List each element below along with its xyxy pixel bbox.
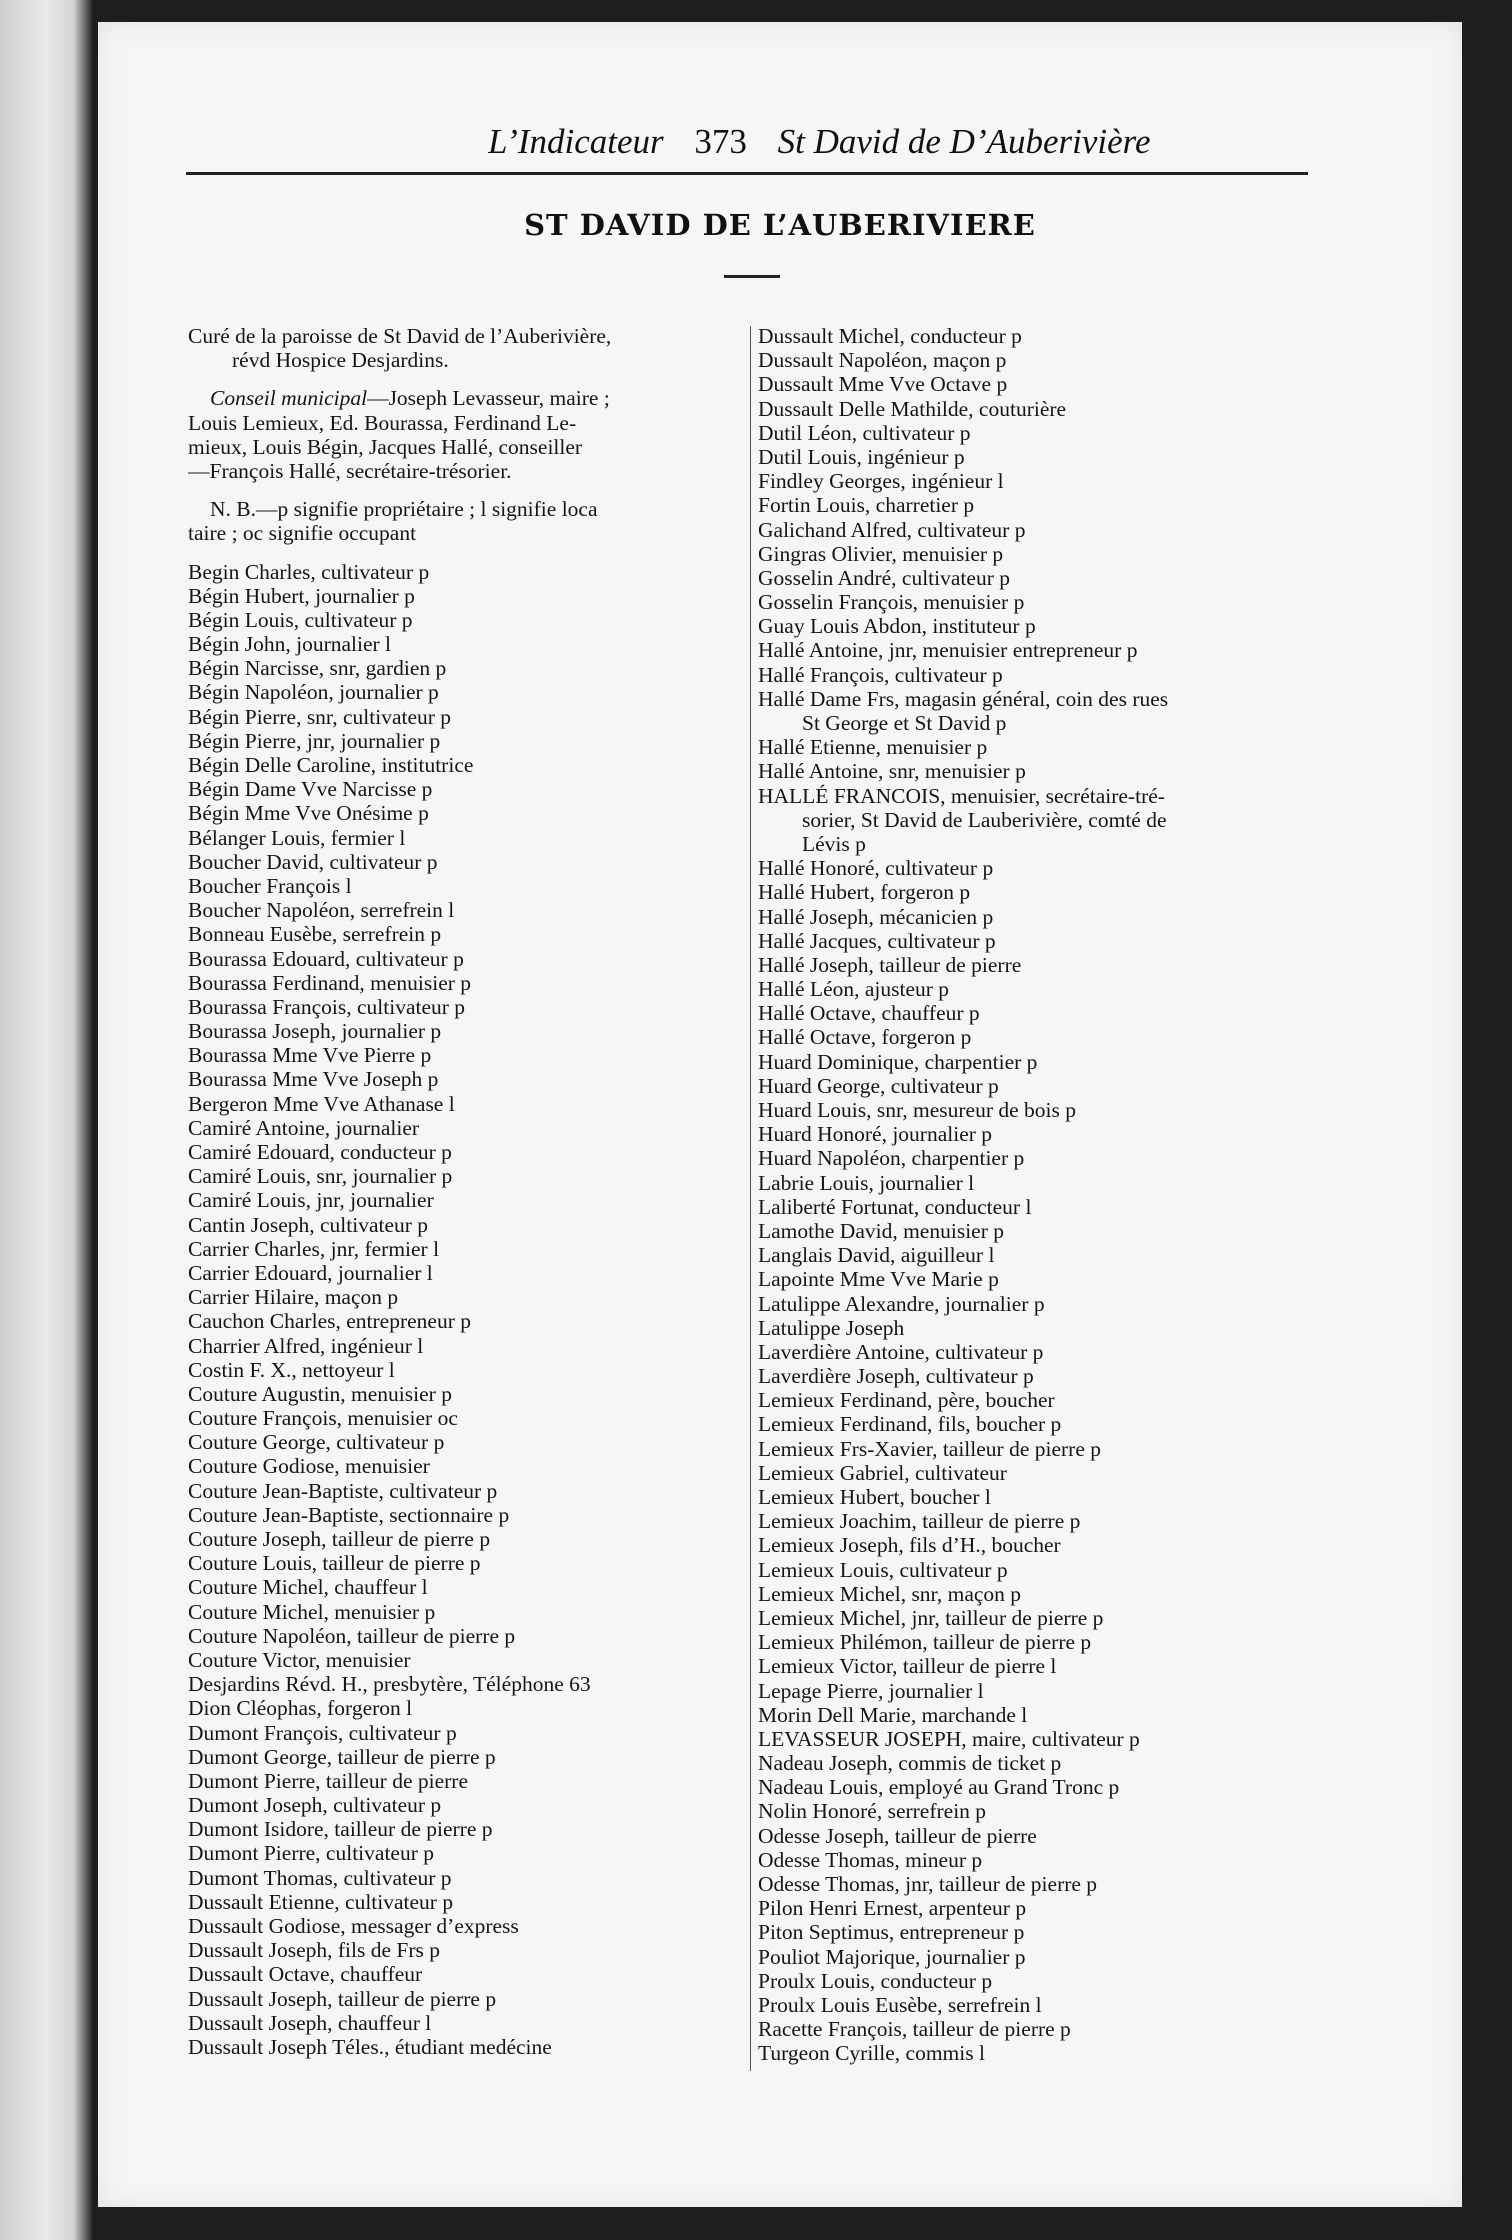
directory-entry: Couture François, menuisier oc — [188, 1406, 458, 1431]
directory-entry: Dussault Napoléon, maçon p — [758, 348, 1007, 373]
directory-entry: Boucher David, cultivateur p — [188, 849, 438, 874]
directory-entry: Dutil Léon, cultivateur p — [758, 420, 971, 445]
directory-entry: Hallé Antoine, snr, menuisier p — [758, 759, 1026, 784]
directory-entry: Couture Louis, tailleur de pierre p — [188, 1551, 481, 1576]
directory-entry: Hallé Etienne, menuisier p — [758, 735, 988, 760]
directory-entry: Lemieux Louis, cultivateur p — [758, 1557, 1008, 1582]
directory-entry: Findley Georges, ingénieur l — [758, 469, 1004, 494]
directory-entry: Couture Michel, chauffeur l — [188, 1575, 428, 1600]
directory-entry: Nadeau Joseph, commis de ticket p — [758, 1751, 1062, 1776]
directory-entry: Dumont François, cultivateur p — [188, 1720, 457, 1745]
right-column — [758, 324, 1448, 2124]
directory-entry: Dumont Isidore, tailleur de pierre p — [188, 1817, 493, 1842]
directory-entry: Nadeau Louis, employé au Grand Tronc p — [758, 1775, 1120, 1800]
directory-entry: Morin Dell Marie, marchande l — [758, 1702, 1028, 1727]
directory-entry: Lemieux Hubert, boucher l — [758, 1485, 991, 1509]
directory-entry: Bourassa Joseph, journalier p — [188, 1019, 442, 1044]
directory-entry: Laverdière Joseph, cultivateur p — [758, 1364, 1034, 1389]
directory-entry: Carrier Hilaire, maçon p — [188, 1285, 399, 1310]
directory-entry: Hallé Hubert, forgeron p — [758, 880, 971, 905]
directory-entry: Bourassa François, cultivateur p — [188, 994, 466, 1019]
directory-entry: Hallé François, cultivateur p — [758, 662, 1003, 687]
directory-entry: Dussault Etienne, cultivateur p — [188, 1889, 454, 1914]
directory-entry: Couture Victor, menuisier — [188, 1647, 411, 1672]
directory-entry: Bégin John, journalier l — [188, 632, 392, 657]
directory-entry: Couture Augustin, menuisier p — [188, 1381, 452, 1406]
directory-entry: Bourassa Ferdinand, menuisier p — [188, 970, 472, 995]
directory-entry: Dussault Joseph, fils de Frs p — [188, 1938, 441, 1963]
directory-entry: Dussault Mme Vve Octave p — [758, 372, 1008, 397]
directory-entry: Lamothe David, menuisier p — [758, 1218, 1004, 1243]
directory-entry: Latulippe Alexandre, journalier p — [758, 1291, 1045, 1316]
directory-entry: Dussault Octave, chauffeur — [188, 1962, 423, 1987]
directory-entry: Dion Cléophas, forgeron l — [188, 1696, 413, 1721]
conseil-text: —Joseph Levasseur, maire ; — [367, 386, 610, 411]
directory-entry: Bégin Mme Vve Onésime p — [188, 801, 429, 826]
running-head-publication: L’Indicateur — [488, 122, 664, 161]
directory-entry: Lemieux Joachim, tailleur de pierre p — [758, 1509, 1081, 1534]
directory-entry: Lepage Pierre, journalier l — [758, 1678, 984, 1703]
running-head — [488, 122, 1418, 162]
directory-entry: Lemieux Philémon, tailleur de pierre p — [758, 1630, 1092, 1655]
conseil-paragraph — [188, 386, 838, 483]
directory-entry: Laverdière Antoine, cultivateur p — [758, 1339, 1044, 1364]
directory-entry: Bégin Napoléon, journalier p — [188, 680, 439, 705]
header-rule — [186, 172, 1308, 175]
directory-entry: Dutil Louis, ingénieur p — [758, 444, 965, 469]
directory-entry: Bégin Hubert, journalier p — [188, 583, 415, 608]
directory-entry: Guay Louis Abdon, instituteur p — [758, 614, 1036, 639]
directory-entry: Bégin Pierre, snr, cultivateur p — [188, 704, 452, 729]
conseil-label: Conseil municipal — [210, 386, 368, 411]
directory-page — [98, 22, 1462, 2207]
directory-entry: Racette François, tailleur de pierre p — [758, 2017, 1071, 2042]
nb-line: taire ; oc signifie occupant — [188, 521, 417, 546]
directory-entry: Hallé Octave, forgeron p — [758, 1025, 972, 1050]
directory-entry: Piton Septimus, entrepreneur p — [758, 1920, 1025, 1945]
column-divider — [750, 326, 751, 2071]
directory-entry: Langlais David, aiguilleur l — [758, 1243, 995, 1268]
page-title: ST DAVID DE L’AUBERIVIERE — [524, 208, 1036, 242]
directory-entry: Dussault Michel, conducteur p — [758, 324, 1022, 348]
page-number: 373 — [694, 122, 747, 161]
directory-entry: Bélanger Louis, fermier l — [188, 825, 406, 850]
conseil-line: mieux, Louis Bégin, Jacques Hallé, conseiller — [188, 434, 583, 459]
directory-entry: Bourassa Mme Vve Joseph p — [188, 1067, 439, 1092]
directory-entry: Couture Michel, menuisier p — [188, 1599, 436, 1624]
directory-entry: Dussault Joseph Téles., étudiant medécine — [188, 2034, 552, 2059]
right-entry-list — [758, 324, 1448, 2066]
directory-entry: Charrier Alfred, ingénieur l — [188, 1333, 424, 1358]
directory-entry: Bégin Pierre, jnr, journalier p — [188, 728, 441, 753]
directory-entry: Lemieux Gabriel, cultivateur — [758, 1460, 1007, 1485]
directory-entry: Dumont Pierre, cultivateur p — [188, 1841, 434, 1866]
directory-entry: Dussault Joseph, chauffeur l — [188, 2010, 432, 2035]
nb-paragraph — [188, 497, 838, 545]
nb-line: N. B.—p signifie propriétaire ; l signifie loca — [210, 497, 598, 522]
directory-entry: Camiré Antoine, journalier — [188, 1115, 420, 1140]
directory-entry: Galichand Alfred, cultivateur p — [758, 517, 1026, 542]
directory-entry: Carrier Charles, jnr, fermier l — [188, 1236, 440, 1261]
directory-entry: Dussault Joseph, tailleur de pierre p — [188, 1986, 497, 2011]
left-entry-list — [188, 560, 838, 2060]
directory-entry: Odesse Thomas, jnr, tailleur de pierre p — [758, 1872, 1098, 1896]
directory-entry: Couture Jean-Baptiste, cultivateur p — [188, 1478, 498, 1503]
directory-entry: HALLÉ FRANCOIS, menuisier, secrétaire-tré- — [758, 783, 1165, 808]
directory-entry: Begin Charles, cultivateur p — [188, 559, 430, 584]
directory-entry: Camiré Louis, jnr, journalier — [188, 1188, 434, 1213]
directory-entry: Hallé Jacques, cultivateur p — [758, 928, 996, 953]
directory-entry: Lemieux Frs-Xavier, tailleur de pierre p — [758, 1436, 1102, 1461]
directory-entry: Dussault Delle Mathilde, couturière — [758, 396, 1067, 421]
directory-entry: Odesse Thomas, mineur p — [758, 1847, 983, 1872]
cure-line: révd Hospice Desjardins. — [232, 348, 449, 373]
directory-entry: Lemieux Michel, jnr, tailleur de pierre p — [758, 1605, 1104, 1630]
directory-entry: Proulx Louis Eusèbe, serrefrein l — [758, 1992, 1042, 2017]
running-head-section: St David de D’Auberivière — [777, 122, 1151, 161]
directory-entry: Lemieux Joseph, fils d’H., boucher — [758, 1533, 1061, 1558]
directory-entry: Camiré Edouard, conducteur p — [188, 1140, 452, 1164]
directory-entry: Hallé Joseph, tailleur de pierre — [758, 952, 1022, 977]
directory-entry: Couture Godiose, menuisier — [188, 1454, 430, 1479]
directory-entry: Lapointe Mme Vve Marie p — [758, 1267, 999, 1292]
directory-entry: Hallé Dame Frs, magasin général, coin des rues — [758, 686, 1169, 711]
directory-entry: Fortin Louis, charretier p — [758, 493, 975, 518]
directory-entry: Huard Napoléon, charpentier p — [758, 1146, 1025, 1171]
directory-entry: Bourassa Edouard, cultivateur p — [188, 946, 464, 971]
title-dash — [724, 275, 780, 278]
directory-entry: Couture George, cultivateur p — [188, 1430, 445, 1455]
left-column — [188, 324, 838, 2124]
directory-entry: Cauchon Charles, entrepreneur p — [188, 1309, 471, 1334]
directory-entry: Hallé Octave, chauffeur p — [758, 1001, 980, 1026]
directory-entry: Dumont Thomas, cultivateur p — [188, 1865, 452, 1890]
directory-entry: Turgeon Cyrille, commis l — [758, 2041, 985, 2066]
directory-entry: Lévis p — [802, 831, 866, 856]
directory-entry: Bourassa Mme Vve Pierre p — [188, 1043, 432, 1068]
directory-entry: Couture Joseph, tailleur de pierre p — [188, 1527, 491, 1551]
directory-entry: Lemieux Ferdinand, père, boucher — [758, 1388, 1055, 1413]
directory-entry: Bégin Narcisse, snr, gardien p — [188, 656, 447, 681]
directory-entry: Labrie Louis, journalier l — [758, 1170, 975, 1195]
directory-entry: Hallé Antoine, jnr, menuisier entrepreneur p — [758, 638, 1138, 663]
directory-entry: Proulx Louis, conducteur p — [758, 1968, 993, 1993]
cure-line: Curé de la paroisse de St David de l’Auberivière, — [188, 324, 612, 348]
directory-entry: Dumont Joseph, cultivateur p — [188, 1793, 442, 1818]
directory-entry: Costin F. X., nettoyeur l — [188, 1357, 395, 1382]
directory-entry: Boucher François l — [188, 873, 352, 898]
directory-entry: Huard Dominique, charpentier p — [758, 1049, 1038, 1074]
directory-entry: Dumont George, tailleur de pierre p — [188, 1744, 496, 1769]
directory-entry: Odesse Joseph, tailleur de pierre — [758, 1823, 1037, 1848]
directory-entry: Bonneau Eusèbe, serrefrein p — [188, 922, 442, 947]
directory-entry: Pouliot Majorique, journalier p — [758, 1944, 1026, 1969]
directory-entry: Bergeron Mme Vve Athanase l — [188, 1091, 455, 1116]
directory-entry: Hallé Honoré, cultivateur p — [758, 856, 994, 881]
directory-entry: Hallé Léon, ajusteur p — [758, 977, 950, 1002]
directory-entry: Gosselin François, menuisier p — [758, 590, 1025, 615]
directory-entry: Couture Napoléon, tailleur de pierre p — [188, 1623, 516, 1648]
conseil-line — [188, 386, 838, 410]
cure-paragraph — [188, 324, 838, 372]
directory-entry: Desjardins Révd. H., presbytère, Téléphone 63 — [188, 1672, 591, 1697]
directory-entry: Cantin Joseph, cultivateur p — [188, 1212, 429, 1237]
directory-entry: Boucher Napoléon, serrefrein l — [188, 898, 455, 923]
directory-entry: Lemieux Michel, snr, maçon p — [758, 1581, 1022, 1606]
directory-entry: Huard Honoré, journalier p — [758, 1122, 993, 1147]
directory-entry: Lemieux Victor, tailleur de pierre l — [758, 1654, 1057, 1679]
conseil-line: Louis Lemieux, Ed. Bourassa, Ferdinand Le- — [188, 410, 577, 435]
directory-entry: Dussault Godiose, messager d’express — [188, 1914, 519, 1938]
directory-entry: Bégin Dame Vve Narcisse p — [188, 777, 433, 802]
directory-entry: St George et St David p — [802, 711, 1007, 735]
directory-entry: sorier, St David de Lauberivière, comté de — [802, 807, 1167, 832]
directory-entry: Bégin Delle Caroline, institutrice — [188, 753, 474, 777]
directory-entry: Camiré Louis, snr, journalier p — [188, 1164, 453, 1189]
directory-entry: Laliberté Fortunat, conducteur l — [758, 1194, 1032, 1219]
directory-entry: Hallé Joseph, mécanicien p — [758, 904, 994, 929]
conseil-line: —François Hallé, secrétaire-trésorier. — [188, 458, 512, 483]
directory-entry: Gosselin André, cultivateur p — [758, 565, 1010, 590]
directory-entry: Huard George, cultivateur p — [758, 1073, 999, 1098]
directory-entry: Nolin Honoré, serrefrein p — [758, 1799, 987, 1824]
directory-entry: Latulippe Joseph — [758, 1315, 905, 1340]
directory-entry: Carrier Edouard, journalier l — [188, 1260, 433, 1285]
directory-entry: Couture Jean-Baptiste, sectionnaire p — [188, 1502, 510, 1527]
previous-page-edge — [0, 0, 92, 2240]
directory-entry: Gingras Olivier, menuisier p — [758, 541, 1004, 566]
directory-entry: Pilon Henri Ernest, arpenteur p — [758, 1896, 1027, 1921]
directory-entry: Bégin Louis, cultivateur p — [188, 607, 413, 632]
directory-entry: Huard Louis, snr, mesureur de bois p — [758, 1098, 1076, 1122]
directory-entry: Dumont Pierre, tailleur de pierre — [188, 1768, 468, 1793]
directory-entry: Lemieux Ferdinand, fils, boucher p — [758, 1412, 1062, 1437]
directory-entry: LEVASSEUR JOSEPH, maire, cultivateur p — [758, 1726, 1140, 1751]
